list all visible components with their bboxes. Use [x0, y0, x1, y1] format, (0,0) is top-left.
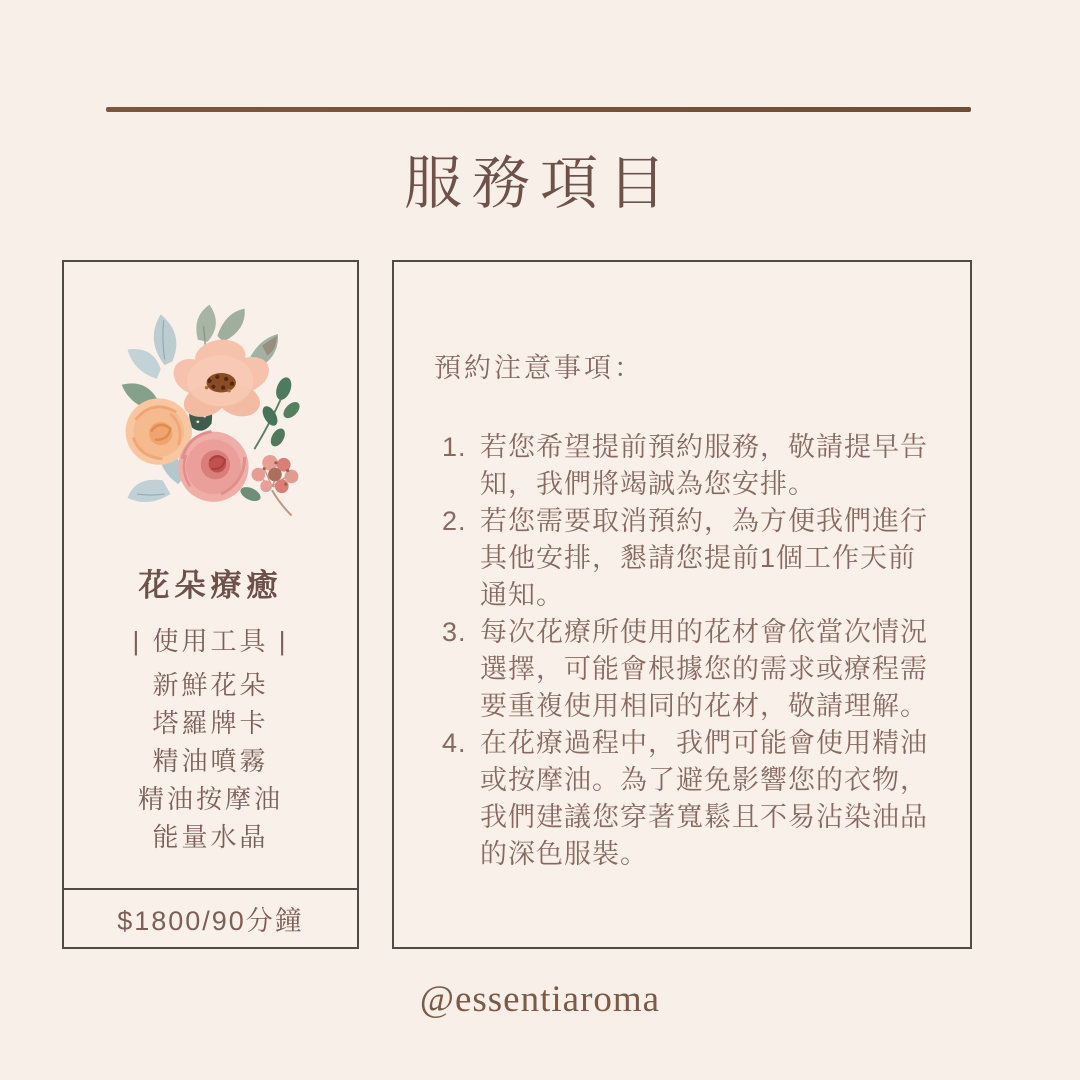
tool-item: 精油噴霧	[152, 746, 269, 776]
note-number: 4.	[442, 728, 467, 758]
top-divider-line	[106, 107, 971, 112]
notes-heading: 預約注意事項：	[434, 353, 644, 383]
tools-list	[138, 666, 283, 856]
note-text: 每次花療所使用的花材會依當次情況選擇，可能會根據您的需求或療程需要重複使用相同的花材，敬請理解。	[480, 617, 928, 721]
tool-item: 塔羅牌卡	[152, 708, 269, 738]
note-item	[442, 725, 940, 873]
note-item	[442, 503, 940, 614]
note-number: 2.	[442, 506, 467, 536]
tools-header: | 使用工具 |	[132, 626, 289, 656]
price-text: $1800/90分鐘	[117, 906, 304, 936]
note-text: 若您需要取消預約，為方便我們進行其他安排，懇請您提前1個工作天前通知。	[480, 506, 928, 610]
tool-item: 新鮮花朵	[152, 670, 269, 700]
flower-bouquet-illustration	[108, 300, 313, 528]
instagram-handle: @essentiaroma	[419, 979, 661, 1020]
note-item	[442, 429, 940, 503]
leaf-shape	[154, 314, 177, 365]
service-name: 花朵療癒	[138, 568, 283, 603]
note-number: 1.	[442, 432, 467, 462]
booking-notes-card	[392, 260, 972, 949]
note-text: 若您希望提前預約服務，敬請提早告知，我們將竭誠為您安排。	[480, 432, 928, 499]
tool-item: 能量水晶	[152, 822, 269, 852]
service-card	[62, 260, 359, 949]
note-number: 3.	[442, 617, 467, 647]
note-item	[442, 614, 940, 725]
tool-item: 精油按摩油	[137, 784, 283, 814]
note-text: 在花療過程中，我們可能會使用精油或按摩油。為了避免影響您的衣物，我們建議您穿著寬鬆且不易沾染油品的深色服裝。	[480, 728, 928, 869]
notes-list	[434, 429, 940, 873]
page-title: 服務項目	[403, 151, 676, 216]
price-box	[64, 888, 357, 947]
